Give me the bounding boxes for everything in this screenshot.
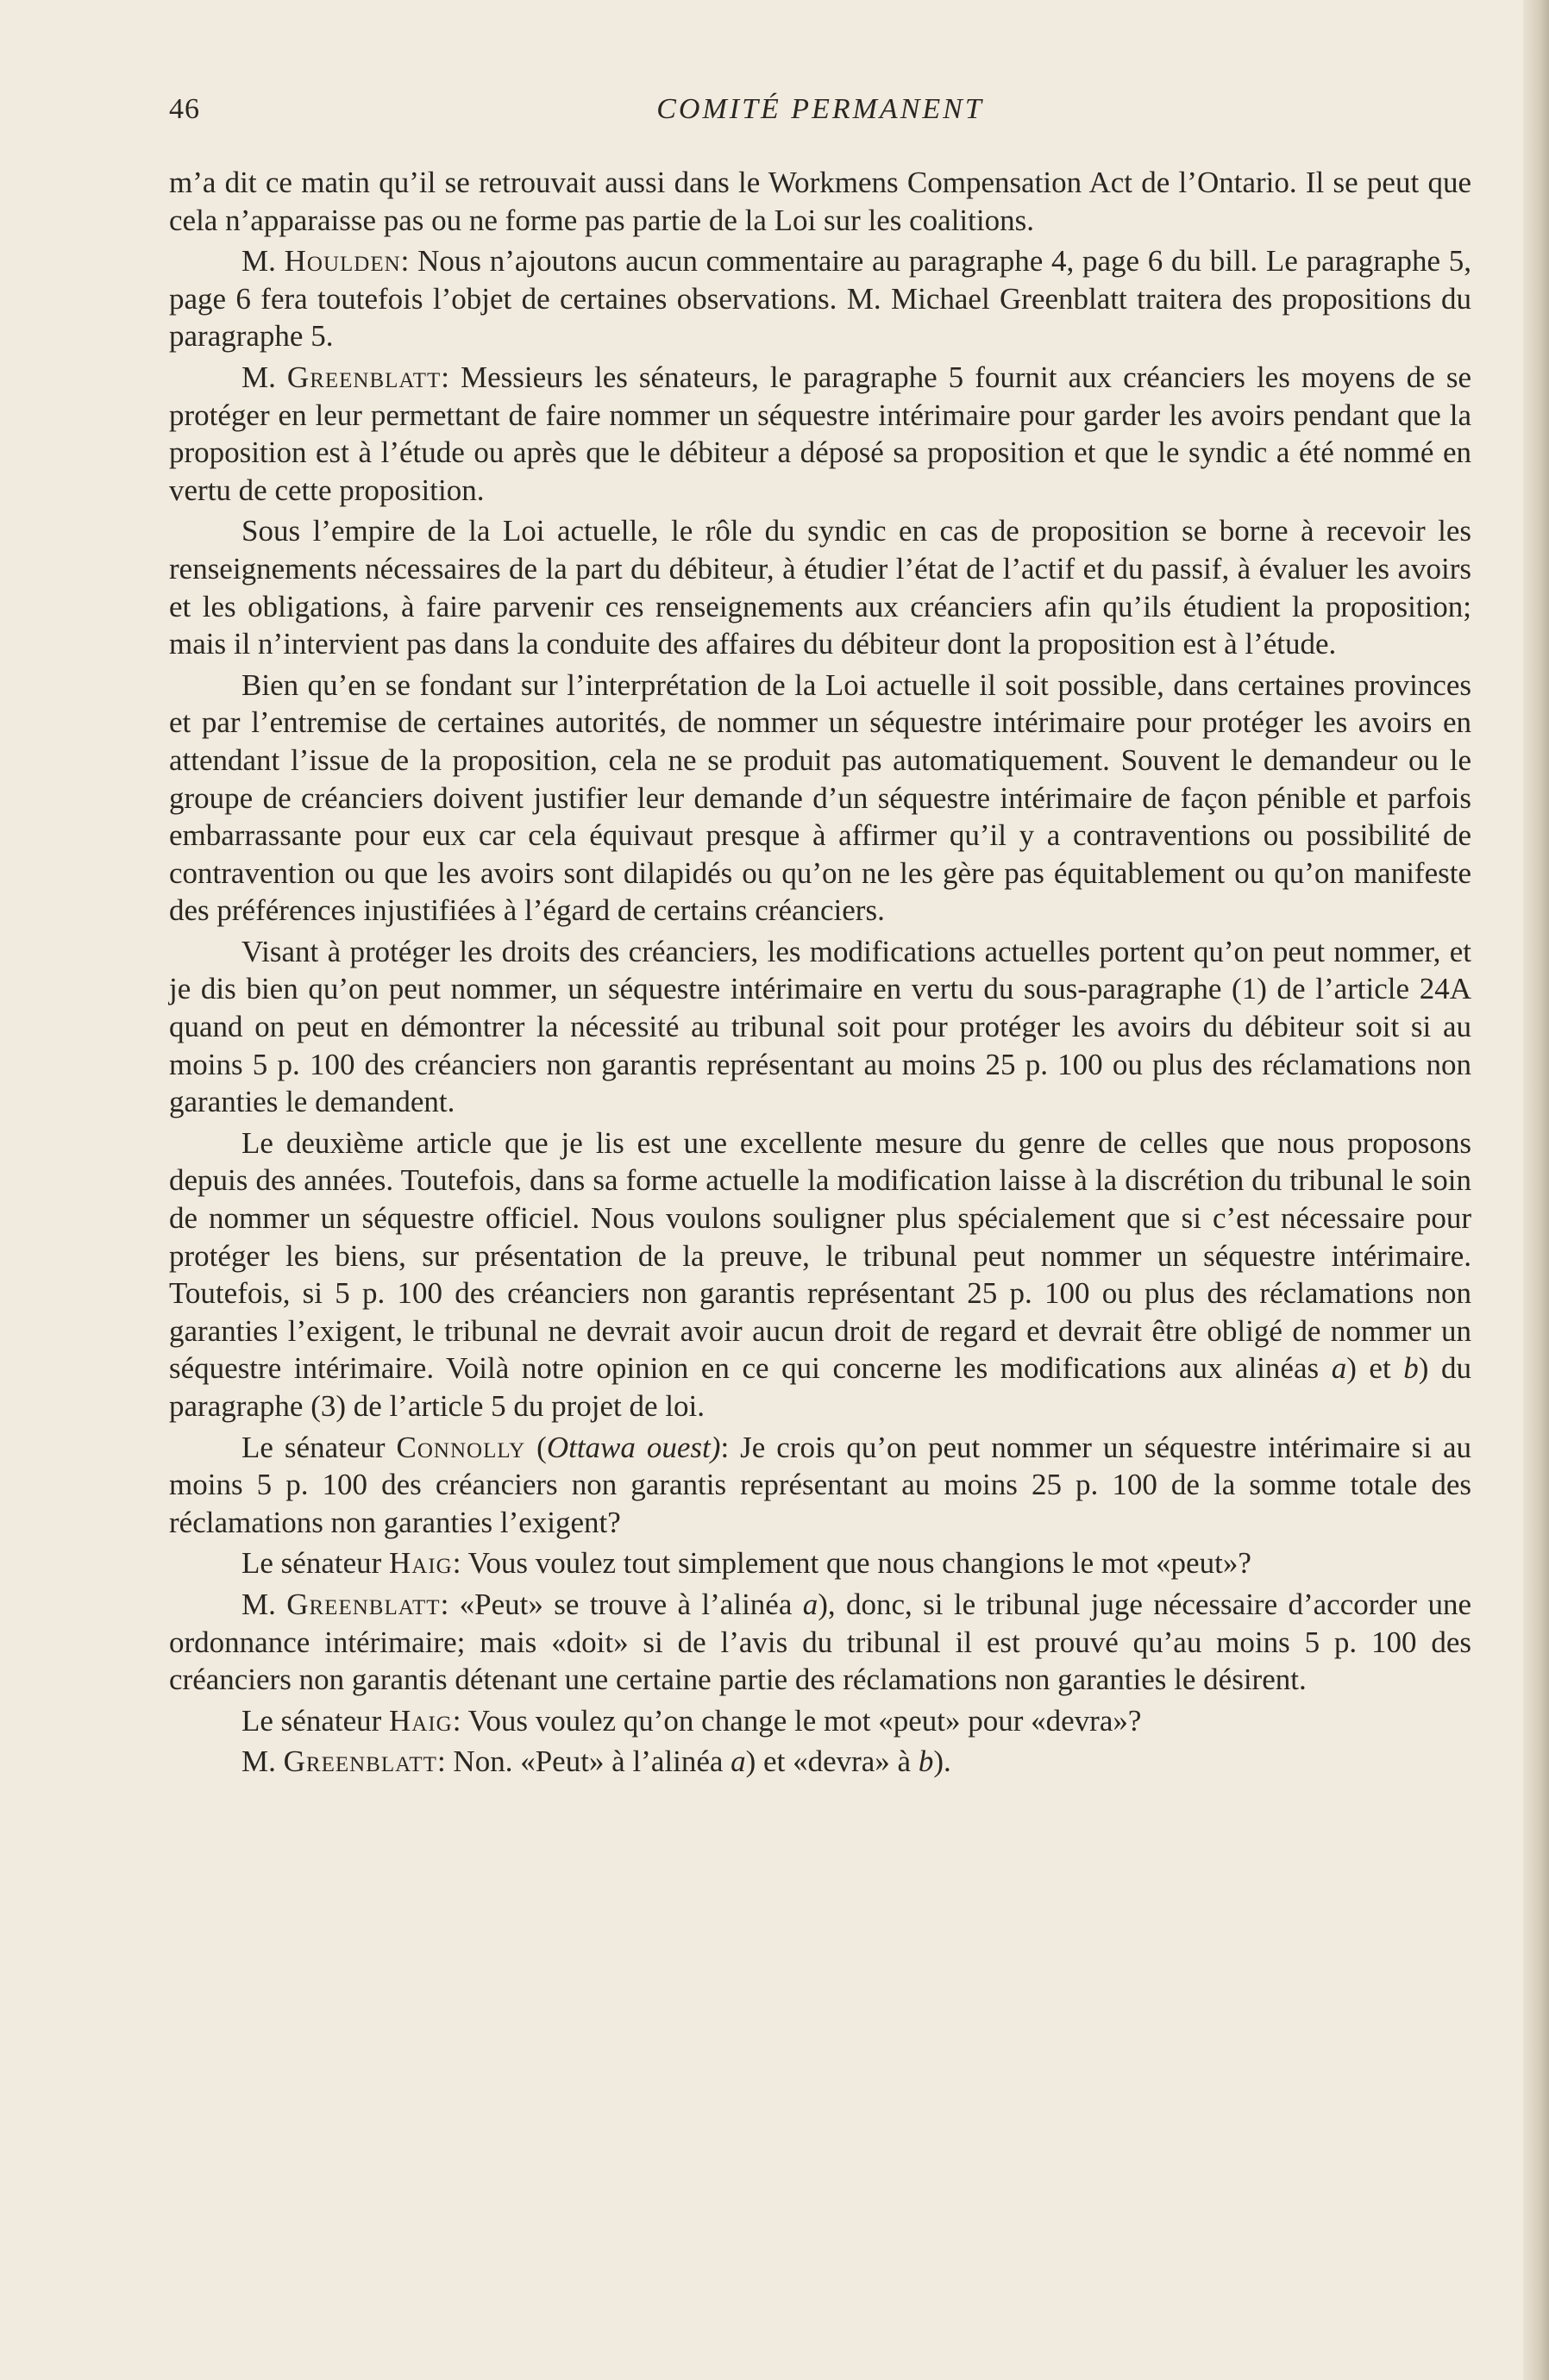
text-run: : Vous voulez tout simplement que nous changions le mot «peut»?	[452, 1546, 1251, 1581]
text-run: : Vous voulez qu’on change le mot «peut» pour «devra»?	[452, 1703, 1142, 1738]
paragraph	[169, 1429, 1471, 1542]
speaker-name: Greenblatt	[286, 360, 442, 394]
text-run: : Non. «Peut» à l’alinéa	[436, 1744, 731, 1779]
text-run: ) du paragraphe (3) de l’article 5 du projet de loi.	[169, 1351, 1471, 1423]
text-run: Le sénateur	[241, 1546, 390, 1581]
paragraph	[169, 512, 1471, 662]
paragraph	[169, 1544, 1471, 1582]
text-run: : Messieurs les sénateurs, le paragraphe 5 fournit aux créanciers les moyens de se protéger en leur permettant de faire nommer un séquestre intérimaire pour garder les avoirs pendant que la proposition est à l’étude ou après que le débiteur a déposé sa proposition et que le syndic a été nommé en vertu de cette proposition.	[169, 360, 1472, 507]
text-run: Bien qu’en se fondant sur l’interprétation de la Loi actuelle il soit possible, dans certaines provinces et par l’entremise de certaines autorités, de nommer un séquestre intérimaire pour protéger les avoirs en attendant l’issue de la proposition, cela ne se produit pas automatiquement. Souvent le demandeur ou le groupe de créanciers doivent justifier leur demande d’un séquestre intérimaire de façon pénible et parfois embarrassante pour eux car cela équivaut presque à affirmer qu’il y a contraventions ou possibilité de contravention ou que les avoirs sont dilapidés ou qu’on ne les gère pas équitablement ou qu’on manifeste des préférences injustifiées à l’égard de certains créanciers.	[169, 667, 1471, 928]
text-run: M.	[241, 244, 285, 279]
text-run: ), donc, si le tribunal juge nécessaire d’accorder une ordonnance intérimaire; mais «doit» si de l’avis du tribunal il est prouvé qu’au moins 5 p. 100 des créanciers non garantis détenant une certaine partie des réclamations non garanties le désirent.	[169, 1587, 1471, 1697]
text-run: M.	[241, 1744, 284, 1779]
paragraph	[169, 933, 1471, 1121]
text-run: M.	[241, 360, 287, 394]
italic-text: a	[1331, 1351, 1347, 1386]
page-edge-shadow	[1523, 0, 1549, 2380]
text-run: (	[525, 1430, 547, 1464]
speaker-name: Houlden	[284, 244, 401, 279]
page-number: 46	[169, 93, 200, 125]
italic-text: a	[802, 1587, 818, 1621]
italic-text: b	[918, 1744, 934, 1779]
paragraph	[169, 667, 1471, 930]
text-run: Visant à protéger les droits des créanciers, les modifications actuelles portent qu’on peut nommer, et je dis bien qu’on peut nommer, un séquestre intérimaire en vertu du sous-paragraphe (1) de l’article 24A quand on peut en démontrer la nécessité au tribunal soit pour protéger les avoirs du débiteur soit si au moins 5 p. 100 des créanciers non garantis représentant au moins 25 p. 100 ou plus des réclamations non garanties le demandent.	[169, 934, 1471, 1119]
italic-text: Ottawa ouest)	[546, 1430, 721, 1464]
paragraph	[169, 1702, 1471, 1740]
speaker-name: Connolly	[396, 1430, 526, 1464]
text-run: Le sénateur	[241, 1703, 390, 1738]
text-run: M.	[241, 1587, 287, 1621]
italic-text: a	[731, 1744, 746, 1779]
text-run: ).	[933, 1744, 951, 1779]
paragraph	[169, 242, 1471, 355]
paragraph	[169, 1586, 1471, 1699]
italic-text: b	[1403, 1351, 1419, 1386]
speaker-name: Haig	[389, 1546, 453, 1581]
text-run: Le deuxième article que je lis est une excellente mesure du genre de celles que nous proposons depuis des années. Toutefois, dans sa forme actuelle la modification laisse à la discrétion du tribunal le soin de nommer un séquestre officiel. Nous voulons souligner plus spécialement que si c’est nécessaire pour protéger les biens, sur présentation de la preuve, le tribunal peut nommer un séquestre intérimaire. Toutefois, si 5 p. 100 des créanciers non garantis représentant 25 p. 100 ou plus des réclamations non garanties l’exigent, le tribunal ne devrait avoir aucun droit de regard et devrait être obligé de nommer un séquestre intérimaire. Voilà notre opinion en ce qui concerne les modifications aux alinéas	[169, 1125, 1471, 1386]
text-run: : Je crois qu’on peut nommer un séquestre intérimaire si au moins 5 p. 100 des créanciers non garantis représentant au moins 25 p. 100 de la somme totale des réclamations non garanties l’exigent?	[169, 1430, 1471, 1539]
paragraph	[169, 1124, 1471, 1425]
text-run: m’a dit ce matin qu’il se retrouvait aussi dans le Workmens Compensation Act de l’Ontario. Il se peut que cela n’apparaisse pas ou ne forme pas partie de la Loi sur les coalitions.	[169, 166, 1471, 237]
text-run: ) et	[1346, 1351, 1404, 1386]
text-run: : Nous n’ajoutons aucun commentaire au paragraphe 4, page 6 du bill. Le paragraphe 5, page 6 fera toutefois l’objet de certaines observations. M. Michael Greenblatt traitera des propositions du paragraphe 5.	[169, 244, 1472, 354]
text-run: ) et «devra» à	[745, 1744, 919, 1779]
speaker-name: Haig	[389, 1703, 453, 1738]
running-title: COMITÉ PERMANENT	[656, 93, 984, 125]
paragraph	[169, 1743, 1471, 1781]
paragraph	[169, 164, 1471, 239]
document-body	[169, 164, 1471, 1784]
speaker-name: Greenblatt	[283, 1744, 437, 1779]
text-run: : «Peut» se trouve à l’alinéa	[440, 1587, 803, 1621]
text-run: Sous l’empire de la Loi actuelle, le rôle du syndic en cas de proposition se borne à recevoir les renseignements nécessaires de la part du débiteur, à étudier l’état de l’actif et du passif, à évaluer les avoirs et les obligations, à faire parvenir ces renseignements aux créanciers afin qu’ils étudient la proposition; mais il n’intervient pas dans la conduite des affaires du débiteur dont la proposition est à l’étude.	[169, 514, 1471, 661]
text-run: Le sénateur	[241, 1430, 397, 1464]
page-header	[169, 93, 1471, 136]
speaker-name: Greenblatt	[286, 1587, 441, 1621]
paragraph	[169, 359, 1471, 509]
